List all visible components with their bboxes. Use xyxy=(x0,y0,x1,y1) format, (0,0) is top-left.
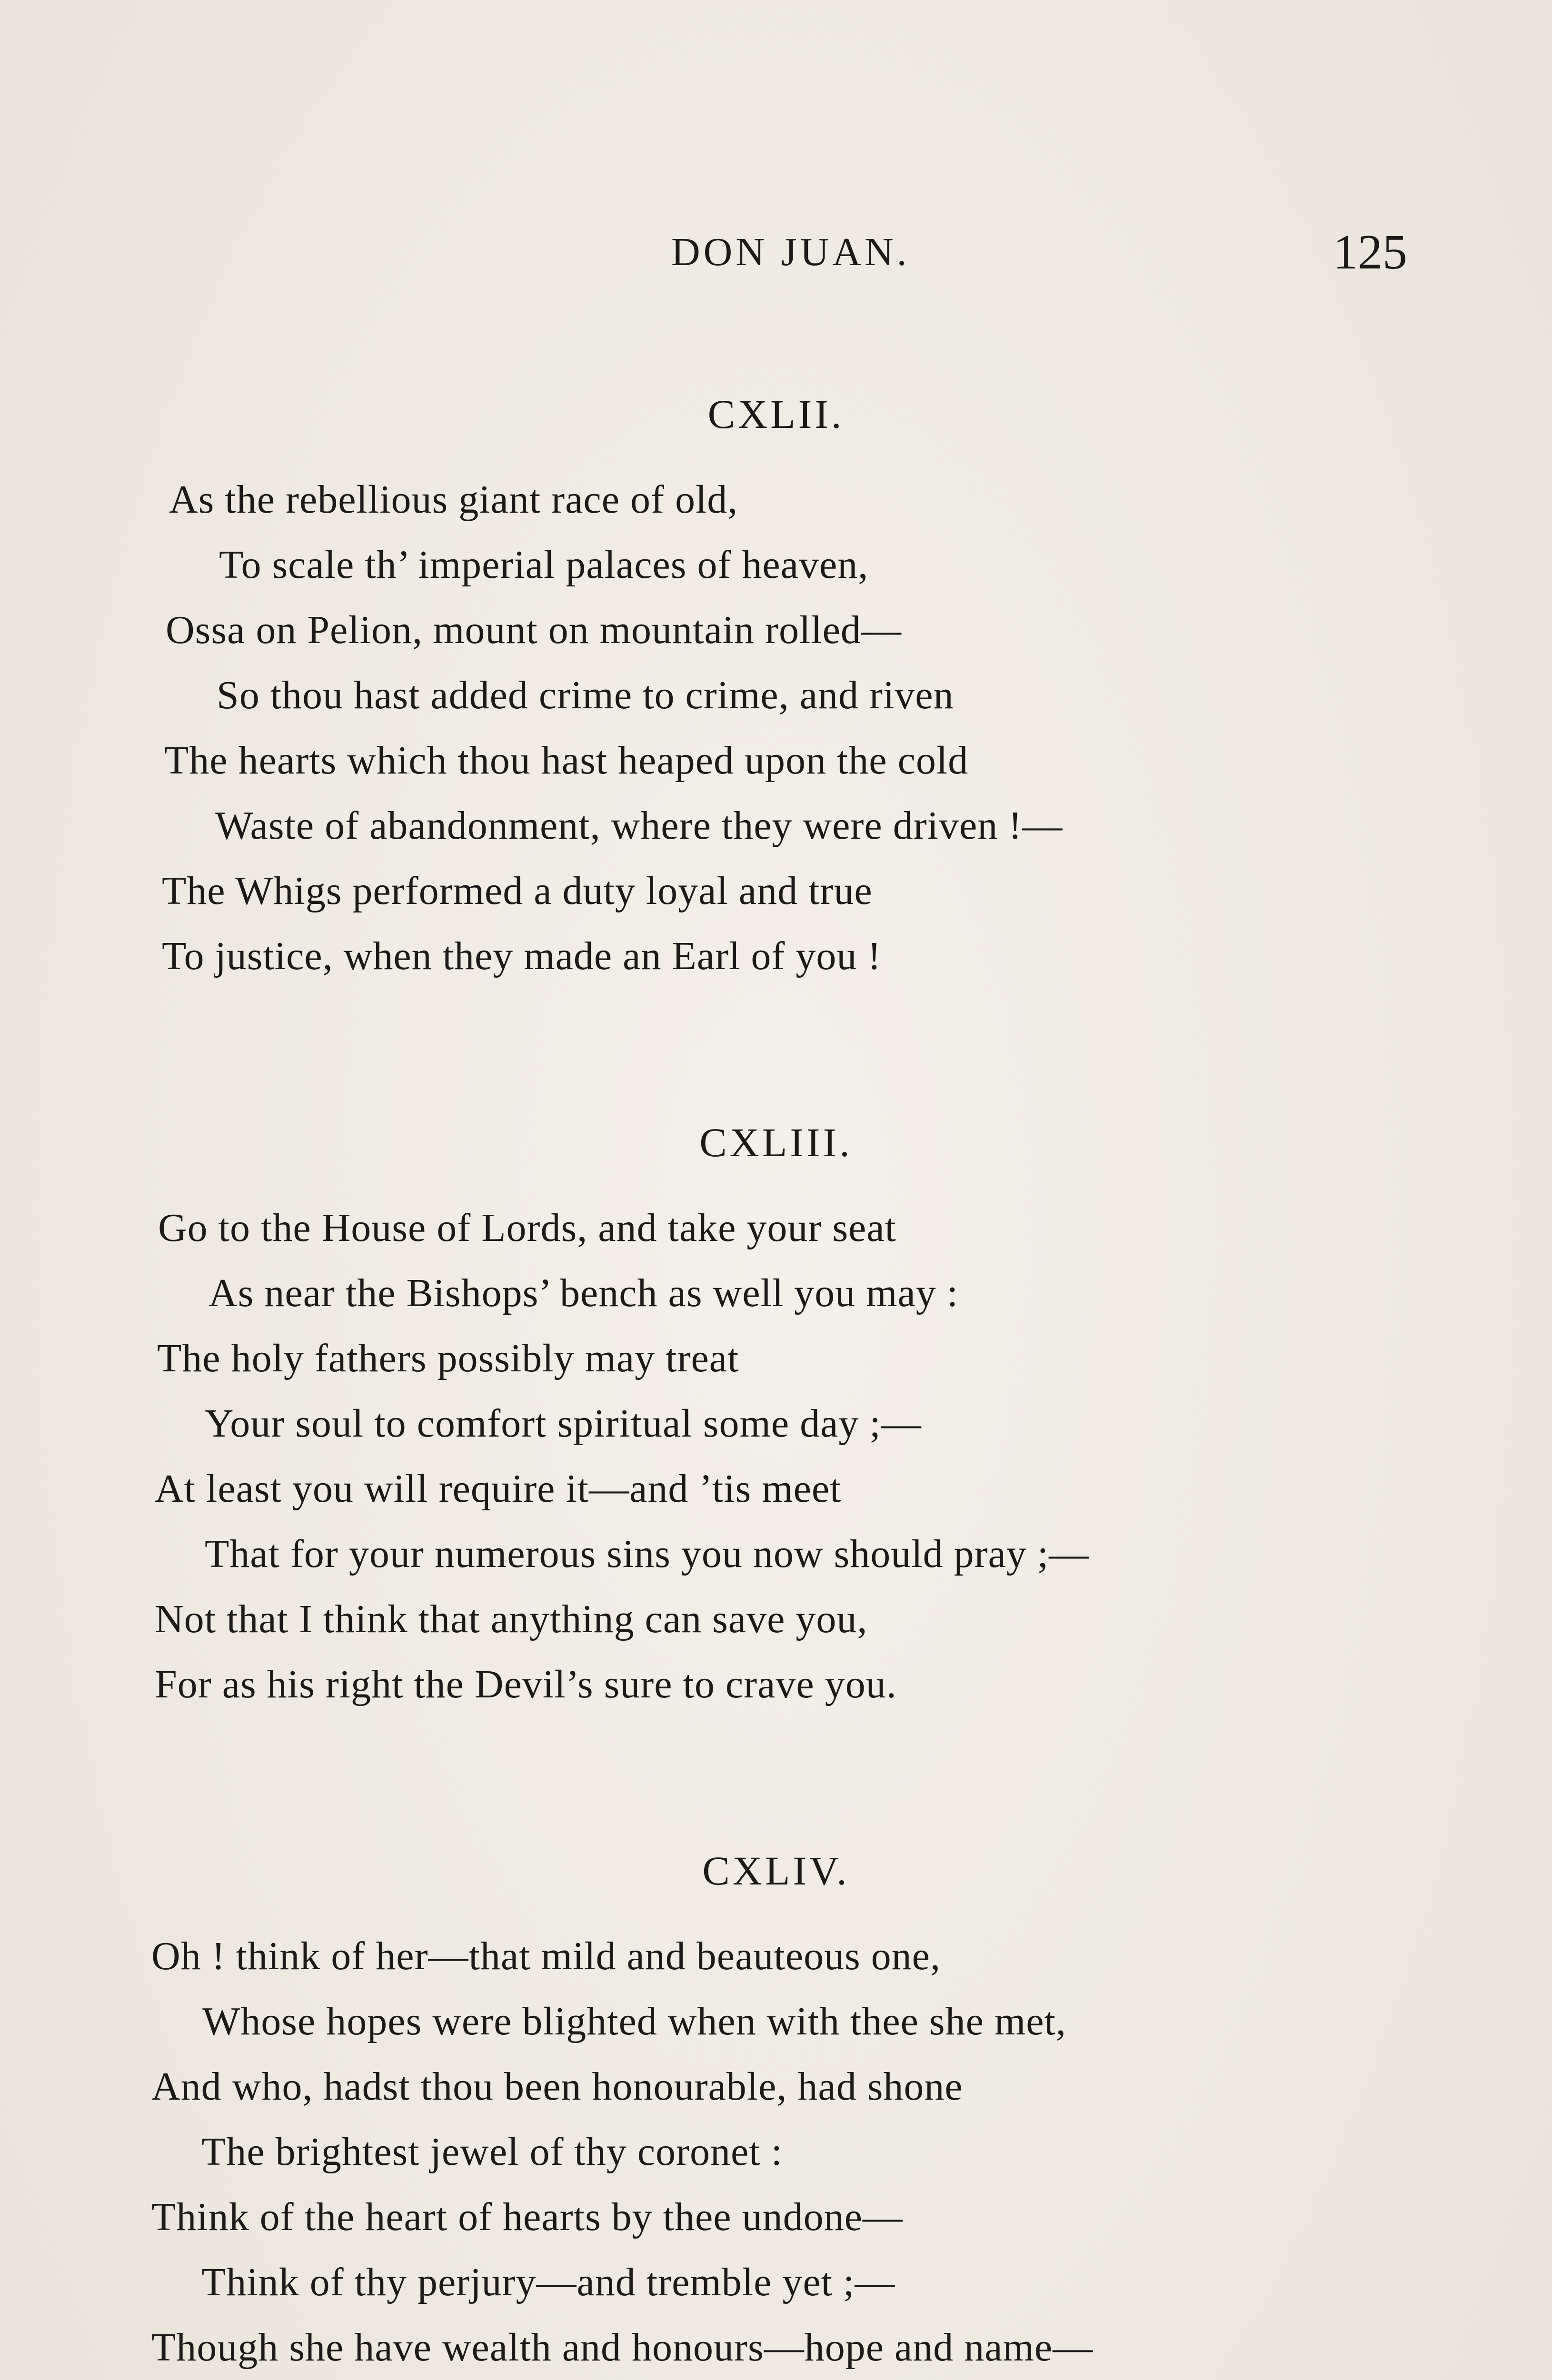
verse-line: As near the Bishops’ bench as well you may : xyxy=(209,1271,959,1315)
verse-line: Not that I think that anything can save you, xyxy=(155,1597,868,1641)
verse-line: Your soul to comfort spiritual some day ;— xyxy=(205,1401,922,1446)
verse-line: Go to the House of Lords, and take your seat xyxy=(158,1206,896,1250)
verse-line: The Whigs performed a duty loyal and true xyxy=(162,869,873,913)
verse-line: As the rebellious giant race of old, xyxy=(169,477,738,522)
verse-line: At least you will require it—and ’tis meet xyxy=(155,1467,842,1511)
verse-line: Ossa on Pelion, mount on mountain rolled— xyxy=(166,608,902,652)
verse-line: Waste of abandonment, where they were driven !— xyxy=(215,803,1063,848)
verse-line: Think of the heart of hearts by thee undone— xyxy=(151,2195,903,2239)
page-number: 125 xyxy=(1333,225,1407,279)
verse-line: Whose hopes were blighted when with thee she met, xyxy=(202,1999,1066,2043)
verse-line: The brightest jewel of thy coronet : xyxy=(201,2130,783,2174)
verse-line: To justice, when they made an Earl of you ! xyxy=(162,934,882,978)
verse-line: That for your numerous sins you now should pray ;— xyxy=(205,1532,1090,1576)
verse-line: And who, hadst thou been honourable, had shone xyxy=(151,2064,963,2109)
verse-line: So thou hast added crime to crime, and riven xyxy=(217,673,954,717)
verse-line: To scale th’ imperial palaces of heaven, xyxy=(219,543,869,587)
running-title: DON JUAN. xyxy=(671,230,910,274)
verse-line: The hearts which thou hast heaped upon the cold xyxy=(164,738,969,783)
stanza-number: CXLIII. xyxy=(699,1120,853,1165)
stanza-number: CXLII. xyxy=(707,391,845,437)
verse-line: Think of thy perjury—and tremble yet ;— xyxy=(201,2260,895,2304)
stanza-number: CXLIV. xyxy=(702,1848,850,1894)
running-head xyxy=(0,224,1552,281)
verse-line: The holy fathers possibly may treat xyxy=(157,1336,739,1380)
verse-line: For as his right the Devil’s sure to crave you. xyxy=(155,1662,897,1706)
verse-line: Oh ! think of her—that mild and beauteous one, xyxy=(151,1934,941,1978)
verse-line: Though she have wealth and honours—hope and name— xyxy=(151,2325,1094,2370)
